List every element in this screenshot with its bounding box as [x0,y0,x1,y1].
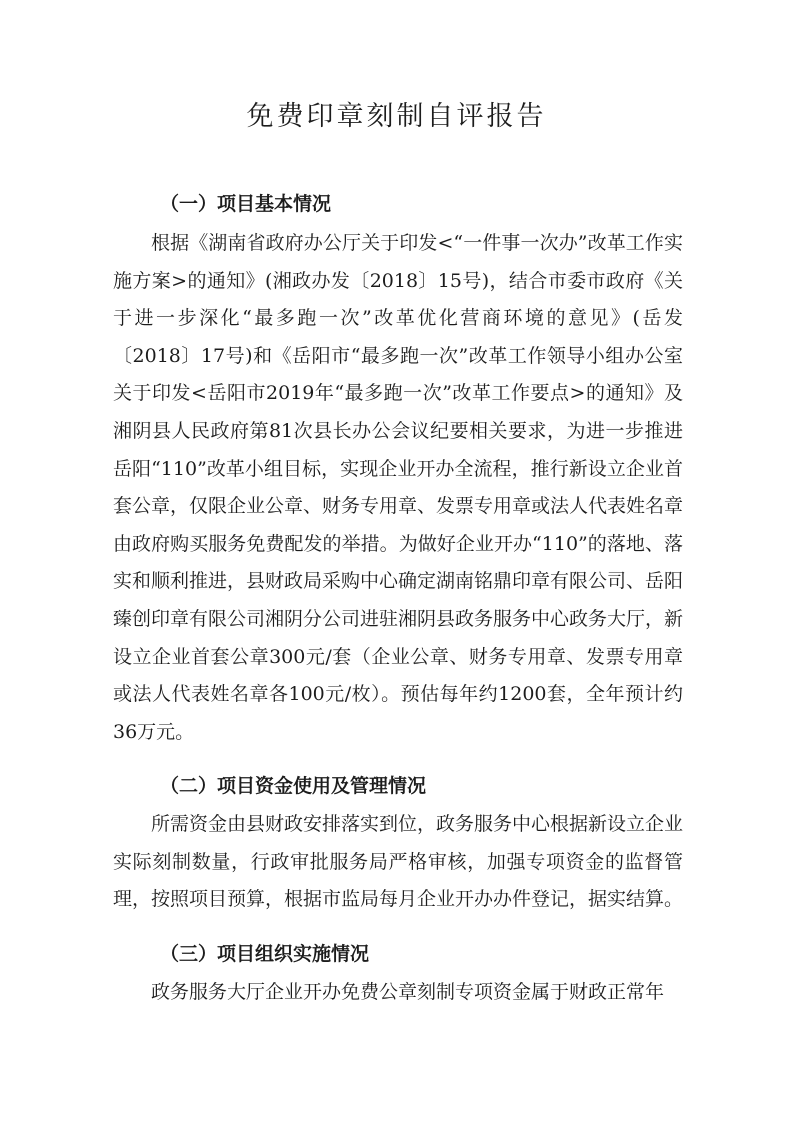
document-title: 免费印章刻制自评报告 [246,101,547,132]
section-heading-basic-info: （一）项目基本情况 [160,193,332,215]
section-body-fund-management: 所需资金由县财政安排落实到位，政务服务中心根据新设立企业实际刻制数量，行政审批服务局严格审核，加强专项资金的监督管理，按照项目预算，根据市监局每月企业开办办件登记，据实结算。 [113,813,684,911]
section-heading-fund-management: （二）项目资金使用及管理情况 [160,775,427,797]
section-heading-implementation: （三）项目组织实施情况 [160,943,370,965]
section-body-implementation: 政务服务大厅企业开办免费公章刻制专项资金属于财政正常年 [151,981,665,1003]
section-body-basic-info: 根据《湖南省政府办公厅关于印发<“一件事一次办”改革工作实施方案>的通知》(湘政办发〔2018〕15号)，结合市委市政府《关于进一步深化“最多跑一次”改革优化营商环境的意见》(岳发〔2018〕17号)和《岳阳市“最多跑一次”改革工作领导小组办公室关于印发<岳阳市2019年“最多跑一次”改革工作要点>的通知》及湘阴县人民政府第81次县长办公会议纪要相关要求，为进一步推进岳阳“110”改革小组目标，实现企业开办全流程，推行新设立企业首套公章，仅限企业公章、财务专用章、发票专用章或法人代表姓名章由政府购买服务免费配发的举措。为做好企业开办“110”的落地、落实和顺利推进，县财政局采购中心确定湖南铭鼎印章有限公司、岳阳臻创印章有限公司湘阴分公司进驻湘阴县政务服务中心政务大厅，新设立企业首套公章300元/套（企业公章、财务专用章、发票专用章或法人代表姓名章各100元/枚）。预估每年约1200套，全年预计约36万元。 [113,232,684,743]
